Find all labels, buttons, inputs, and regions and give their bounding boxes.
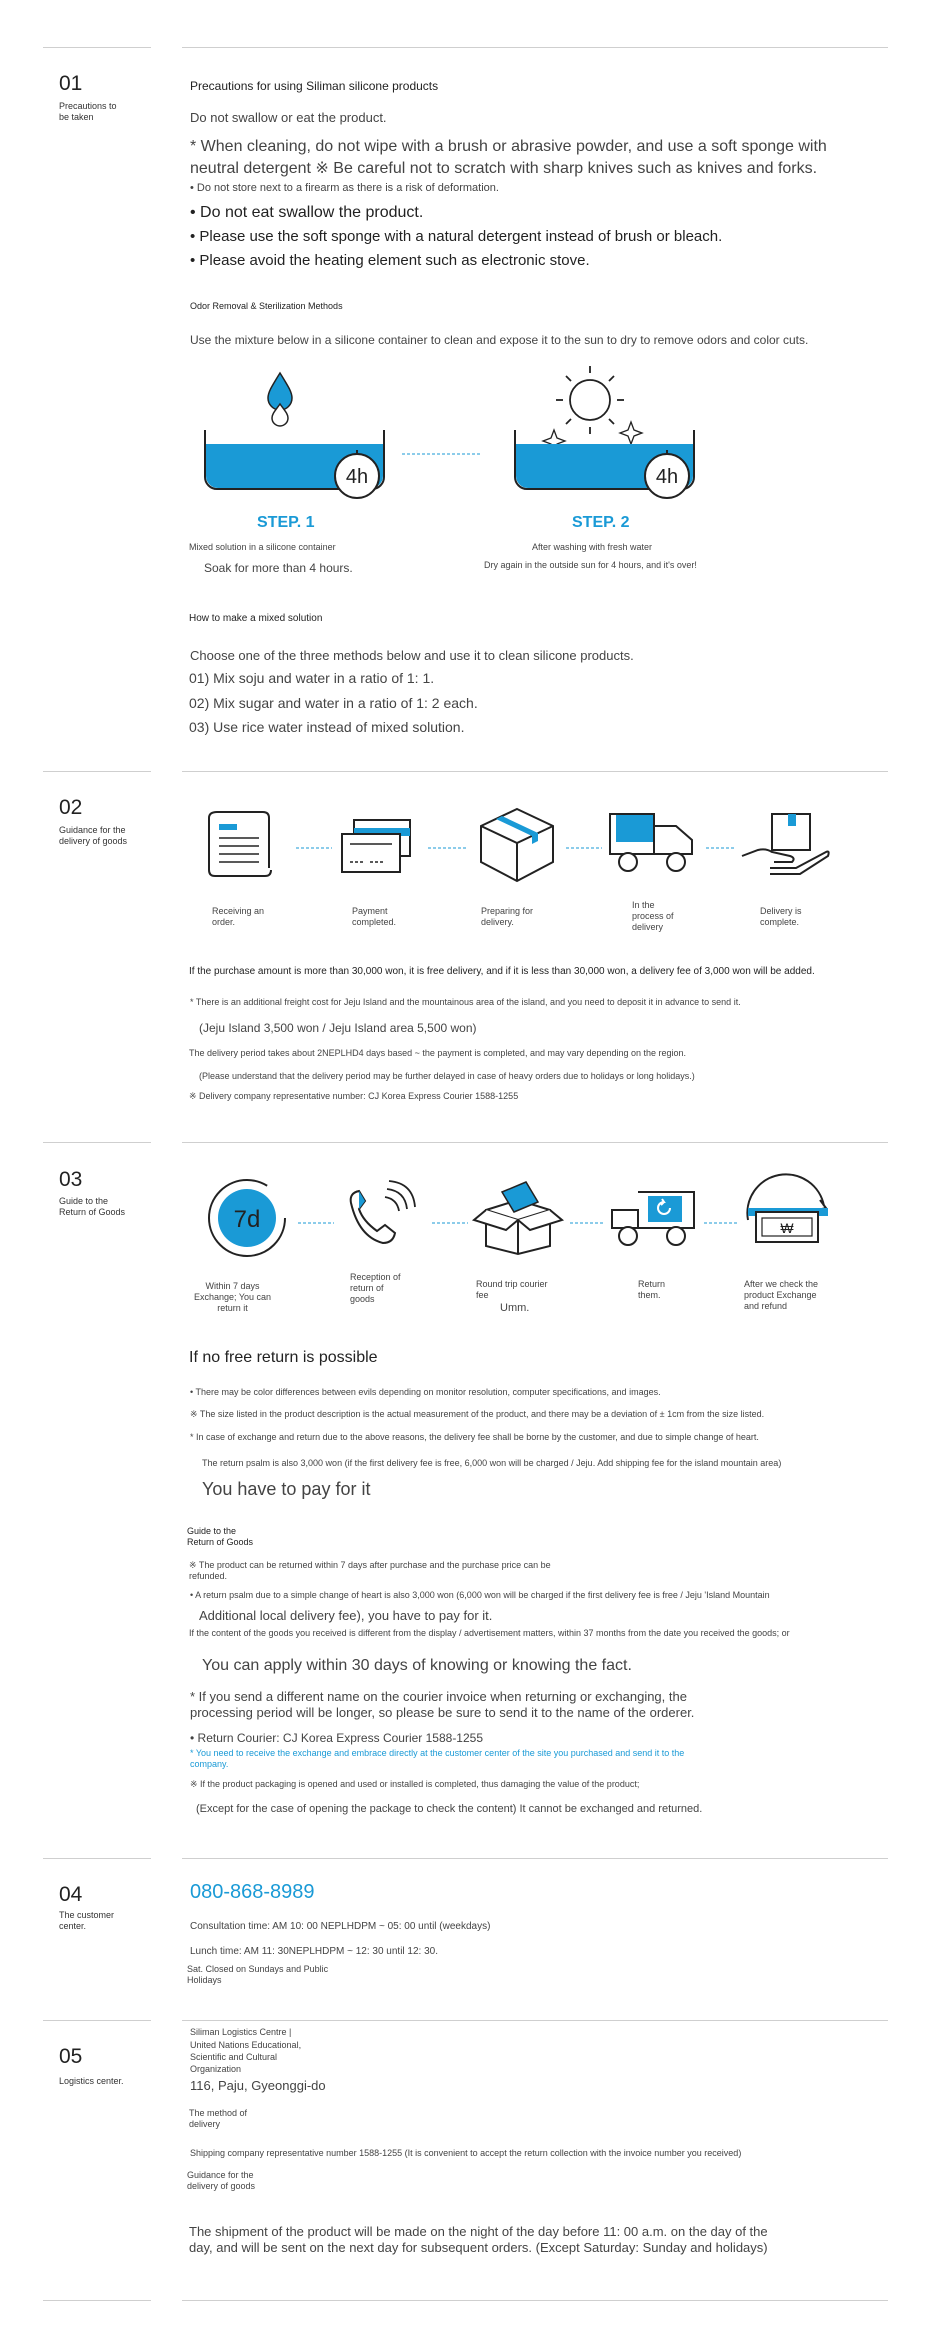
section-label: Logistics center. [59, 2076, 124, 2086]
jeju-price: (Jeju Island 3,500 won / Jeju Island area 5,500 won) [199, 1021, 477, 1035]
step1-time-badge: 4h [345, 466, 369, 488]
closed-days: Sat. Closed on Sundays and Public Holidays [187, 1964, 329, 1985]
order-receipt-icon [205, 808, 275, 880]
dashed-connector [428, 847, 468, 850]
section-number: 01 [59, 72, 83, 95]
step2-title: STEP. 2 [572, 514, 630, 531]
section-number: 05 [59, 2045, 83, 2068]
logistics-address: Siliman Logistics Centre | [190, 2027, 292, 2037]
shipment-schedule: The shipment of the product will be made on the night of the day before 11: 00 a.m. on the day of the [189, 2224, 768, 2239]
customer-phone[interactable]: 080-868-8989 [190, 1881, 315, 1903]
step2-time-badge: 4h [655, 466, 679, 488]
return-guide-text: * If you send a different name on the courier invoice when returning or exchanging, the [190, 1689, 687, 1704]
precaution-text: Do not swallow or eat the product. [190, 110, 387, 125]
return-note: The return psalm is also 3,000 won (if the first delivery fee is free, 6,000 won will be charged / Jeju. Add shipping fee for the island mountain area) [202, 1458, 782, 1468]
return-step-label: Reception of return of goods [350, 1272, 401, 1304]
logistics-address: 116, Paju, Gyeonggi-do [190, 2078, 326, 2093]
mix-option: 01) Mix soju and water in a ratio of 1: 1. [189, 670, 435, 686]
return-guide-note: * You need to receive the exchange and embrace directly at the customer center of the site you purchased and send it to the [190, 1748, 685, 1758]
pay-notice: You have to pay for it [202, 1479, 371, 1499]
dashed-connector [704, 1222, 738, 1225]
divider [43, 2020, 151, 2021]
section-number: 03 [59, 1168, 83, 1191]
courier-number: ※ Delivery company representative number: CJ Korea Express Courier 1588-1255 [189, 1091, 519, 1101]
odor-text: Use the mixture below in a silicone container to clean and expose it to the sun to dry to remove odors and color cuts. [190, 333, 809, 347]
payment-card-icon [340, 818, 412, 874]
delivery-step-label: Receiving an order. [212, 906, 265, 927]
return-courier: • Return Courier: CJ Korea Express Courier 1588-1255 [190, 1731, 484, 1745]
delivery-step-label: Payment completed. [352, 906, 397, 927]
umm-text: Umm. [500, 1302, 530, 1314]
dashed-connector [566, 847, 602, 850]
return-guide-text: processing period will be longer, so please be sure to send it to the name of the orderer. [190, 1705, 695, 1720]
return-guide-note: company. [190, 1759, 229, 1769]
section-label: Precautions to be taken [59, 101, 117, 122]
precaution-text: neutral detergent ※ Be careful not to scratch with sharp knives such as knives and forks. [190, 160, 818, 177]
mix-title: How to make a mixed solution [189, 613, 323, 624]
section-number: 04 [59, 1883, 83, 1906]
delivery-period: The delivery period takes about 2NEPLHD4 days based ~ the payment is completed, and may vary depending on the region. [189, 1048, 687, 1058]
lunch-hours: Lunch time: AM 11: 30NEPLHDPM ~ 12: 30 until 12: 30. [190, 1946, 439, 1957]
section-title: Precautions for using Siliman silicone products [190, 79, 439, 93]
return-note: * In case of exchange and return due to the above reasons, the delivery fee shall be borne by the customer, and due to simple change of heart. [190, 1432, 759, 1442]
logistics-address: United Nations Educational, [190, 2040, 302, 2050]
return-note: ※ The size listed in the product description is the actual measurement of the product, and there may be a deviation of ± 1cm from the size listed. [190, 1409, 765, 1419]
phone-call-icon [345, 1185, 417, 1251]
return-step-label: Return them. [638, 1279, 666, 1300]
dashed-connector [706, 847, 736, 850]
return-note: • There may be color differences between evils depending on monitor resolution, computer specifications, and images. [190, 1387, 661, 1397]
delivery-guidance-title: Guidance for the delivery of goods [187, 2170, 256, 2191]
step1-subtitle: Mixed solution in a silicone container [189, 542, 336, 552]
return-step-label: After we check the product Exchange and refund [744, 1279, 819, 1311]
return-guide-text: ※ The product can be returned within 7 days after purchase and the purchase price can be refunded. [189, 1560, 551, 1581]
divider [43, 771, 151, 772]
logistics-address: Organization [190, 2064, 242, 2074]
delivery-truck-icon [606, 812, 696, 878]
section-label: Guide to the Return of Goods [59, 1196, 126, 1217]
section-label: The customer center. [59, 1910, 115, 1931]
shipment-schedule: day, and will be sent on the next day for subsequent orders. (Except Saturday: Sunday and holidays) [189, 2240, 768, 2255]
precaution-bullet: • Do not eat swallow the product. [190, 204, 424, 221]
step1-text: Soak for more than 4 hours. [204, 561, 353, 575]
dashed-connector [296, 847, 332, 850]
precaution-bullet: • Please use the soft sponge with a natural detergent instead of brush or bleach. [190, 228, 723, 245]
delivery-method-title: The method of delivery [189, 2108, 248, 2129]
return-guide-text: Additional local delivery fee), you have to pay for it. [199, 1608, 493, 1623]
divider [182, 1142, 888, 1143]
soak-container-illustration [200, 370, 390, 500]
divider [182, 2300, 888, 2301]
odor-title: Odor Removal & Sterilization Methods [190, 301, 343, 311]
free-delivery-notice: If the purchase amount is more than 30,000 won, it is free delivery, and if it is less than 30,000 won, a delivery fee of 3,000 won will be added. [189, 966, 815, 977]
mix-option: 03) Use rice water instead of mixed solution. [189, 719, 465, 735]
dashed-connector [298, 1222, 334, 1225]
return-guide-text: You can apply within 30 days of knowing or knowing the fact. [202, 1657, 632, 1674]
step1-title: STEP. 1 [257, 514, 315, 531]
divider [43, 47, 151, 48]
section-label: Guidance for the delivery of goods [59, 825, 128, 846]
dashed-connector [570, 1222, 604, 1225]
divider [182, 771, 888, 772]
return-step-label: Within 7 days Exchange; You can return it [193, 1281, 272, 1313]
mix-option: 02) Mix sugar and water in a ratio of 1: 2 each. [189, 695, 478, 711]
precaution-text: * When cleaning, do not wipe with a brush or abrasive powder, and use a soft sponge with [190, 138, 827, 155]
package-box-icon [478, 806, 556, 884]
dashed-connector [402, 452, 482, 456]
delivery-step-label: In the process of delivery [632, 900, 674, 932]
step2-text: Dry again in the outside sun for 4 hours, and it's over! [484, 560, 697, 570]
return-guide-text: If the content of the goods you received is different from the display / advertisement matters, within 37 months from the date you received the goods; or [189, 1628, 790, 1638]
divider [182, 2020, 888, 2021]
precaution-bullet: • Please avoid the heating element such as electronic stove. [190, 252, 590, 269]
delivery-period-note: (Please understand that the delivery period may be further delayed in case of heavy orders due to holidays or long holidays.) [199, 1071, 695, 1081]
delivery-step-label: Delivery is complete. [760, 906, 802, 927]
return-step-label: Round trip courier fee [476, 1279, 548, 1300]
return-guide-text: (Except for the case of opening the package to check the content) It cannot be exchanged and returned. [196, 1803, 703, 1815]
consultation-hours: Consultation time: AM 10: 00 NEPLHDPM ~ 05: 00 until (weekdays) [190, 1921, 491, 1932]
return-guide-text: ※ If the product packaging is opened and used or installed is completed, thus damaging the value of the product; [190, 1779, 640, 1789]
logistics-address: Scientific and Cultural [190, 2052, 278, 2062]
seven-day-icon [205, 1176, 289, 1260]
seven-day-badge: 7d [233, 1206, 261, 1233]
won-symbol: ₩ [780, 1220, 794, 1236]
jeju-note: * There is an additional freight cost for Jeju Island and the mountainous area of the island, and you need to deposit it in advance to send it. [190, 997, 741, 1007]
section-number: 02 [59, 796, 83, 819]
divider [43, 1142, 151, 1143]
no-free-return-heading: If no free return is possible [189, 1349, 378, 1366]
divider [182, 47, 888, 48]
divider [43, 1858, 151, 1859]
sun-dry-illustration [510, 362, 700, 500]
step2-subtitle: After washing with fresh water [532, 542, 653, 552]
dashed-connector [432, 1222, 468, 1225]
precaution-text: • Do not store next to a firearm as there is a risk of deformation. [190, 182, 499, 194]
divider [182, 1858, 888, 1859]
refund-money-icon [742, 1180, 832, 1256]
open-box-icon [472, 1180, 564, 1256]
hand-package-icon [740, 812, 832, 878]
return-truck-icon [608, 1186, 698, 1252]
return-guide-text: • A return psalm due to a simple change of heart is also 3,000 won (6,000 won will be charged if the first delivery fee is free / Jeju 'Island Mountain [190, 1590, 770, 1600]
return-guide-title: Guide to the Return of Goods [187, 1526, 254, 1547]
mix-intro: Choose one of the three methods below and use it to clean silicone products. [190, 648, 634, 663]
shipping-number: Shipping company representative number 1588-1255 (It is convenient to accept the return collection with the invoice number you received) [190, 2148, 742, 2158]
delivery-step-label: Preparing for delivery. [481, 906, 534, 927]
divider [43, 2300, 151, 2301]
